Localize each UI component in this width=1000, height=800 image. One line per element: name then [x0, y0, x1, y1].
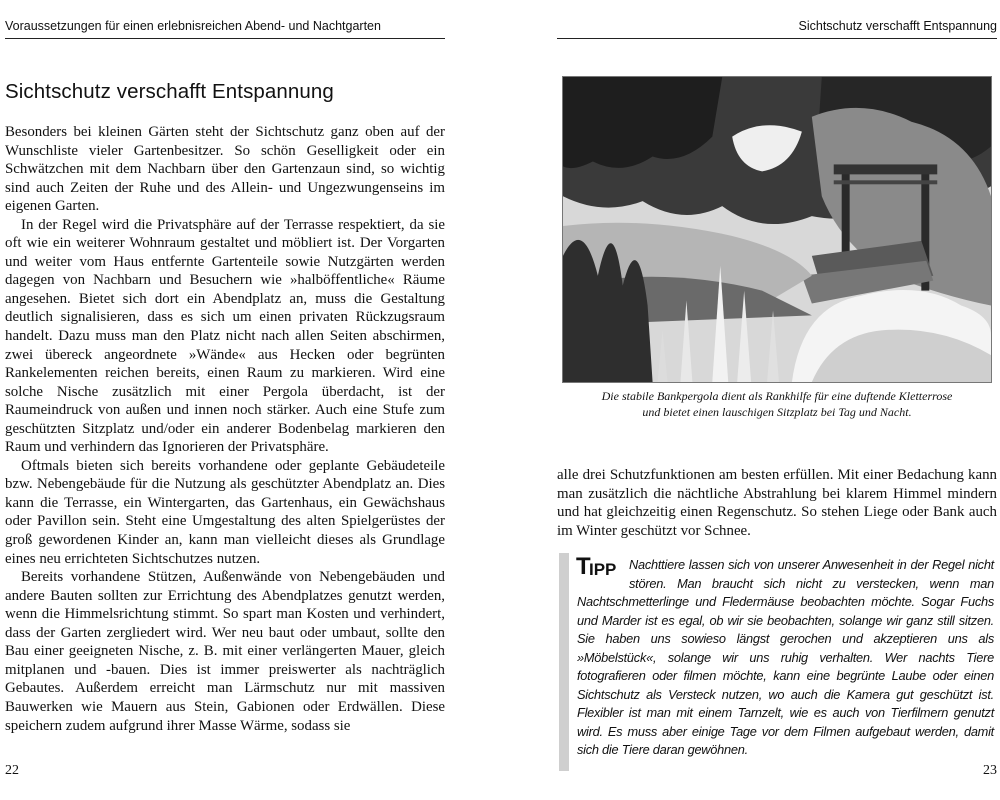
- tip-box: [557, 553, 997, 771]
- page-number-left: 22: [5, 763, 19, 778]
- caption-line-2: und bietet einen lauschigen Sitzplatz bei Tag und Nacht.: [642, 405, 912, 419]
- left-body-text: [5, 123, 445, 735]
- left-running-header: Voraussetzungen für einen erlebnisreichen Abend- und Nachtgarten: [5, 18, 445, 39]
- paragraph-1: Besonders bei kleinen Gärten steht der Sichtschutz ganz oben auf der Wunschliste vieler Gartenbesitzer. So schön Geselligkeit oder ein Schwätzchen mit dem Nachbarn über den Gartenzaun sind, so wichtig sind auch Zeiten der Ruhe und des Allein- und Ungezwungenseins im eigenen Garten.: [5, 124, 445, 215]
- page-title: Sichtschutz verschafft Entspannung: [5, 80, 334, 103]
- bench-pergola-drawing: [563, 77, 991, 382]
- figure-caption: [557, 388, 997, 420]
- paragraph-continuation: alle drei Schutzfunktionen am besten erfüllen. Mit einer Bedachung kann man zusätzlich die nächtliche Abstrahlung bei klarem Himmel mindern und hat gleichzeitig einen Regenschutz. So stehen Liege oder Bank auch im Winter geschützt vor Schnee.: [557, 467, 997, 539]
- paragraph-2: In der Regel wird die Privatsphäre auf der Terrasse respektiert, da sie oft wie ein weiterer Wohnraum gestaltet und möbliert ist. Der Vorgarten und weiter vom Haus entfernte Gartenteile sowie Nutzgärten werden dagegen von Nachbarn und Besuchern wie »halböffentliche« Räume angesehen. Bietet sich dort ein Abendplatz an, muss die Gestaltung deutlich signalisieren, dass es sich um einen privaten Rückzugsraum handelt. Dazu muss man den Platz nicht nach allen Seiten abschirmen, zwei übereck angeordnete »Wände« aus Hecken oder begrünten Rankelementen reichen bereits, einen Raum zu markieren. Wird eine solche Nische zusätzlich mit einer Pergola überdacht, ist der Raumeindruck von außen und innen noch stärker. Auch eine Stufe zum geschützten Sitzplatz und/oder ein anderer Bodenbelag markieren den Raum und verhindern das Ignorieren der Privatsphäre.: [5, 216, 445, 456]
- paragraph-3: Oftmals bieten sich bereits vorhandene oder geplante Gebäudeteile bzw. Nebengebäude für die Nutzung als geschützter Abendplatz an. Dies kann die Terrasse, ein Wintergarten, das Gartenhaus, ein Gewächshaus oder Pavillon sein. Steht eine Umgestaltung des alten Spielgerüstes der groß gewordenen Kinder an, kann man vielleicht dieses als Grundlage eines neu errichteten Sichtschutzes nutzen.: [5, 457, 445, 567]
- caption-line-1: Die stabile Bankpergola dient als Rankhilfe für eine duftende Kletterrose: [601, 389, 953, 403]
- right-running-header: Sichtschutz verschafft Entspannung: [557, 18, 997, 39]
- tipp-logo-letter-t: T: [576, 553, 591, 579]
- page-number-right: 23: [983, 763, 997, 778]
- tipp-logo-letters: IPP: [589, 560, 617, 579]
- left-page: [5, 0, 445, 800]
- paragraph-4: Bereits vorhandene Stützen, Außenwände von Nebengebäuden und andere Bauten sollten zur Errichtung des Abendplatzes genutzt werden, wenn die Himmelsrichtung stimmt. So spart man Kosten und verhindert, dass der Garten zergliedert wird. Wer neu baut oder umbaut, sollte den Bau einer geeigneten Nische, z. B. mit einer verlängerten Mauer, gleich mitplanen und -bauen. Dies ist immer preiswerter als nachträglich Gebautes. Außerdem erreicht man Lärmschutz nur mit massiven Bauwerken wie Mauern aus Stein, Gabionen oder Erdwällen. Diese speichern zudem aufgrund ihrer Masse Wärme, sodass sie: [5, 569, 445, 734]
- tip-text: Nachttiere lassen sich von unserer Anwesenheit in der Regel nicht stören. Man braucht sich nicht zu verstecken, wenn man Nachtschmetterlinge und Fledermäuse beobachten möchte. Sogar Fuchs und Marder ist es egal, ob wir sie beobachten, solange wir ganz still sitzen. Sie haben uns sowieso längst gerochen und akzeptieren uns als »Möbelstück«, solange wir uns ruhig verhalten. Wer nachts Tiere fotografieren oder filmen möchte, kann eine begrünte Laube oder einen Sichtschutz als Versteck nutzen, wo auch die Kamera gut geschützt ist. Flexibler ist man mit einem Tarnzelt, wie es auch von Tierfilmern genutzt wird. Es muss aber einige Tage vor dem Filmen aufgebaut werden, damit sich die Tiere daran gewöhnen.: [577, 557, 994, 757]
- tip-accent-bar: [559, 553, 569, 771]
- garden-illustration: [562, 76, 992, 383]
- right-body-text: [557, 466, 997, 540]
- right-page: [557, 0, 997, 800]
